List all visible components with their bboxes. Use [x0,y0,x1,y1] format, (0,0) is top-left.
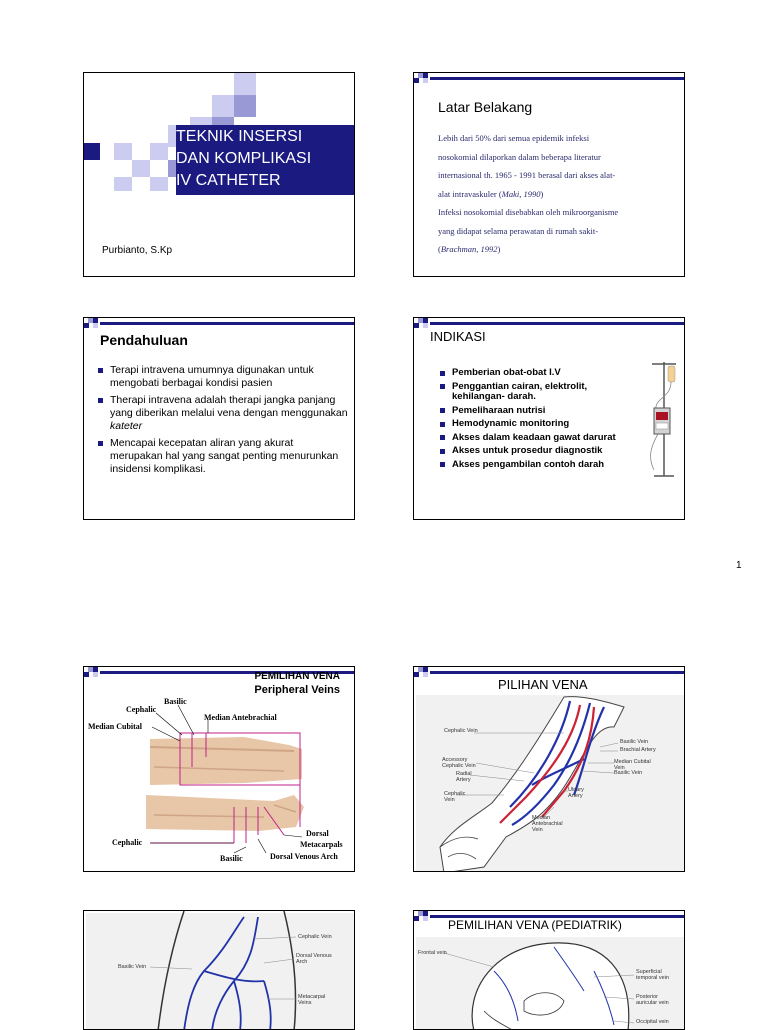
label-metacarpals: Metacarpals [300,840,343,849]
slide-heading: Pendahuluan [100,332,188,348]
label-cephalic-bottom: Cephalic [112,838,143,847]
title-rule [430,77,685,80]
citation: Maki, 1990 [501,188,541,199]
label-basilic-vein: Basilic Vein [118,964,147,970]
list-item: Pemeliharaan nutrisi [440,406,625,417]
iv-pole-pump-icon [644,358,684,483]
label-basilic-top: Basilic [164,697,187,706]
title-line: DAN KOMPLIKASI [176,150,312,167]
label-ulnary-artery: Ulnary Artery [568,787,584,799]
label-accessory-cephalic: Accessory Cephalic Vein [442,757,476,769]
slide-title-text [176,126,354,192]
slide-heading: INDIKASI [430,329,486,344]
slide-heading: PEMILIHAN VENA [254,671,340,682]
title-line: TEKNIK INSERSI [176,128,303,145]
background-text [438,129,618,259]
title-rule [100,322,355,325]
slide-subheading: Peripheral Veins [254,684,340,696]
slide-title [83,72,355,277]
title-rule [430,322,685,325]
slide-pemilihan-vena-pediatrik [413,910,685,1030]
bullet-list [440,368,625,470]
text-line: Lebih dari 50% dari semua epidemik infeksi [438,133,590,143]
slide-indikasi [413,317,685,520]
label-basilic-vein-top: Basilic Vein [620,739,649,745]
label-median-antebrachial: Median Antebrachial [204,713,277,722]
list-item: Terapi intravena umumnya digunakan untuk mengobati berbagai kondisi pasien [98,364,348,390]
slide-heading: Latar Belakang [438,99,533,115]
slide-heading: PEMILIHAN VENA (PEDIATRIK) [448,918,622,932]
label-occipital-vein: Occipital vein [636,1019,669,1025]
label-median-cubital: Median Cubital Vein [614,759,651,771]
bullet-list [98,364,348,476]
label-cephalic-vein: Cephalic Vein [298,934,332,940]
slide-heading: PILIHAN VENA [498,677,588,692]
author: Purbianto, S.Kp [102,245,173,256]
label-cephalic-vein-low: Cephalic Vein [444,791,466,803]
label-superficial-temporal: Superficial temporal vein [636,969,670,981]
text-line: (Brachman, 1992) [438,244,501,254]
hand-veins-diagram [84,911,355,1030]
label-basilic-vein: Basilic Vein [614,770,643,776]
list-item: Therapi intravena adalah therapi jangka panjang yang diberikan melalui vena dengan menggunakan kateter [98,394,348,433]
label-metacarpal-veins: Metacarpal Veins [298,994,326,1006]
list-item: Mencapai kecepatan aliran yang akurat merupakan hal yang sangat penting menurunkan insidensi komplikasi. [98,437,348,476]
label-cephalic-top: Cephalic [126,705,157,714]
list-item: Akses dalam keadaan gawat darurat [440,433,625,444]
label-radial-artery: Radial Artery [456,771,472,783]
text-line: yang didapat selama perawatan di rumah sakit- [438,225,599,236]
text-line: Infeksi nosokomial disebabkan oleh mikroorganisme [438,207,619,217]
list-item: Akses untuk prosedur diagnostik [440,446,625,457]
text-line: internasional th. 1965 - 1991 berasal dari akses alat- [438,170,616,180]
citation: Brachman, 1992 [440,244,498,254]
label-dorsal-venous-arch: Dorsal Venous Arch [296,953,332,965]
slide-pilihan-vena [413,666,685,872]
slide-pemilihan-vena [83,666,355,872]
page-number: 1 [736,560,742,571]
slide-hand-veins [83,910,355,1030]
label-brachial-artery: Brachial Artery [620,747,656,753]
label-dorsal: Dorsal [306,829,329,838]
list-item: Akses pengambilan contoh darah [440,460,625,471]
text-line: nosokomial dilaporkan dalam beberapa literatur [438,151,601,162]
label-median-cubital: Median Cubital [88,722,143,731]
slide-pendahuluan [83,317,355,520]
label-median-antebrachial: Median Antebrachial Vein [532,815,563,833]
title-line: IV CATHETER [176,172,281,189]
label-frontal-vein: Frontal vein [418,950,447,956]
list-item: Pemberian obat-obat I.V [440,368,625,379]
list-item: Penggantian cairan, elektrolit, kehilangan- darah. [440,382,625,403]
label-basilic-bottom: Basilic [220,854,243,863]
label-cephalic-vein: Cephalic Vein [444,728,478,734]
list-item: Hemodynamic monitoring [440,419,625,430]
text-line: alat intravaskuler (Maki, 1990) [438,188,544,199]
label-posterior-auricular: Posterior auricular vein [636,994,669,1006]
label-dorsal-venous-arch: Dorsal Venous Arch [270,852,338,861]
slide-latar-belakang [413,72,685,277]
